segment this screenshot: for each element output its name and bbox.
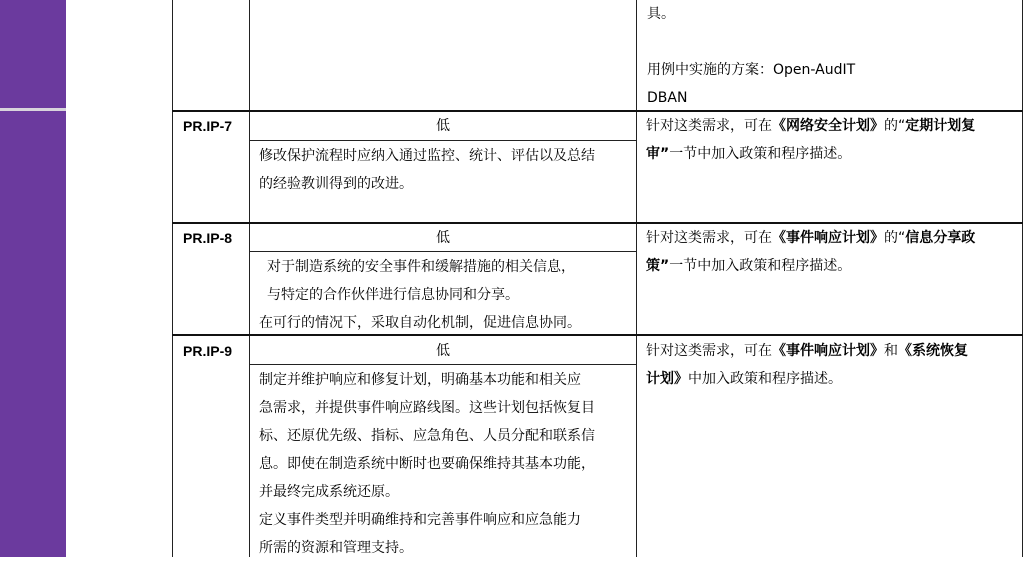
row-level: 低: [436, 230, 450, 246]
desc-line: 对于制造系统的安全事件和缓解措施的相关信息，: [267, 259, 575, 275]
row-id: PR.IP-9: [183, 343, 233, 359]
row-description: [259, 142, 633, 198]
row-description: [259, 253, 633, 337]
top-row-line3: DBAN: [647, 90, 688, 106]
desc-line: 定义事件类型并明确维持和完善事件响应和应急能力: [259, 512, 581, 528]
desc-line: 急需求，并提供事件响应路线图。这些计划包括恢复目: [259, 400, 595, 416]
desc-line: 与特定的合作伙伴进行信息协同和分享。: [267, 287, 519, 303]
desc-line: 标、还原优先级、指标、应急角色、人员分配和联系信: [259, 428, 595, 444]
desc-line: 在可行的情况下，采取自动化机制，促进信息协同。: [259, 315, 581, 331]
row-id: PR.IP-8: [183, 230, 233, 246]
desc-line: 的经验教训得到的改进。: [259, 176, 413, 192]
row-level: 低: [436, 118, 450, 134]
desc-line: 所需的资源和管理支持。: [259, 540, 413, 556]
desc-line: 修改保护流程时应纳入通过监控、统计、评估以及总结: [259, 148, 595, 164]
row-recommendation: 针对这类需求，可在《网络安全计划》的“定期计划复 审”一节中加入政策和程序描述。: [646, 118, 976, 162]
row-recommendation: 针对这类需求，可在《事件响应计划》和《系统恢复 计划》中加入政策和程序描述。: [646, 343, 968, 387]
blank-column: [66, 0, 172, 557]
desc-line: 制定并维护响应和修复计划，明确基本功能和相关应: [259, 372, 581, 388]
top-row-line1: 具。: [647, 6, 675, 22]
desc-line: 息。即使在制造系统中断时也要确保维持其基本功能，: [259, 456, 595, 472]
desc-line: 并最终完成系统还原。: [259, 484, 399, 500]
row-id: PR.IP-7: [183, 118, 233, 134]
row-recommendation: 针对这类需求，可在《事件响应计划》的“信息分享政 策”一节中加入政策和程序描述。: [646, 230, 976, 274]
top-row-line2: 用例中实施的方案：Open-AudIT: [647, 62, 856, 78]
purple-side-bar-top: [0, 0, 66, 108]
row-description: [259, 366, 633, 562]
row-level: 低: [436, 343, 450, 359]
top-row-cell: [647, 0, 1017, 112]
purple-side-bar-bottom: [0, 111, 66, 557]
